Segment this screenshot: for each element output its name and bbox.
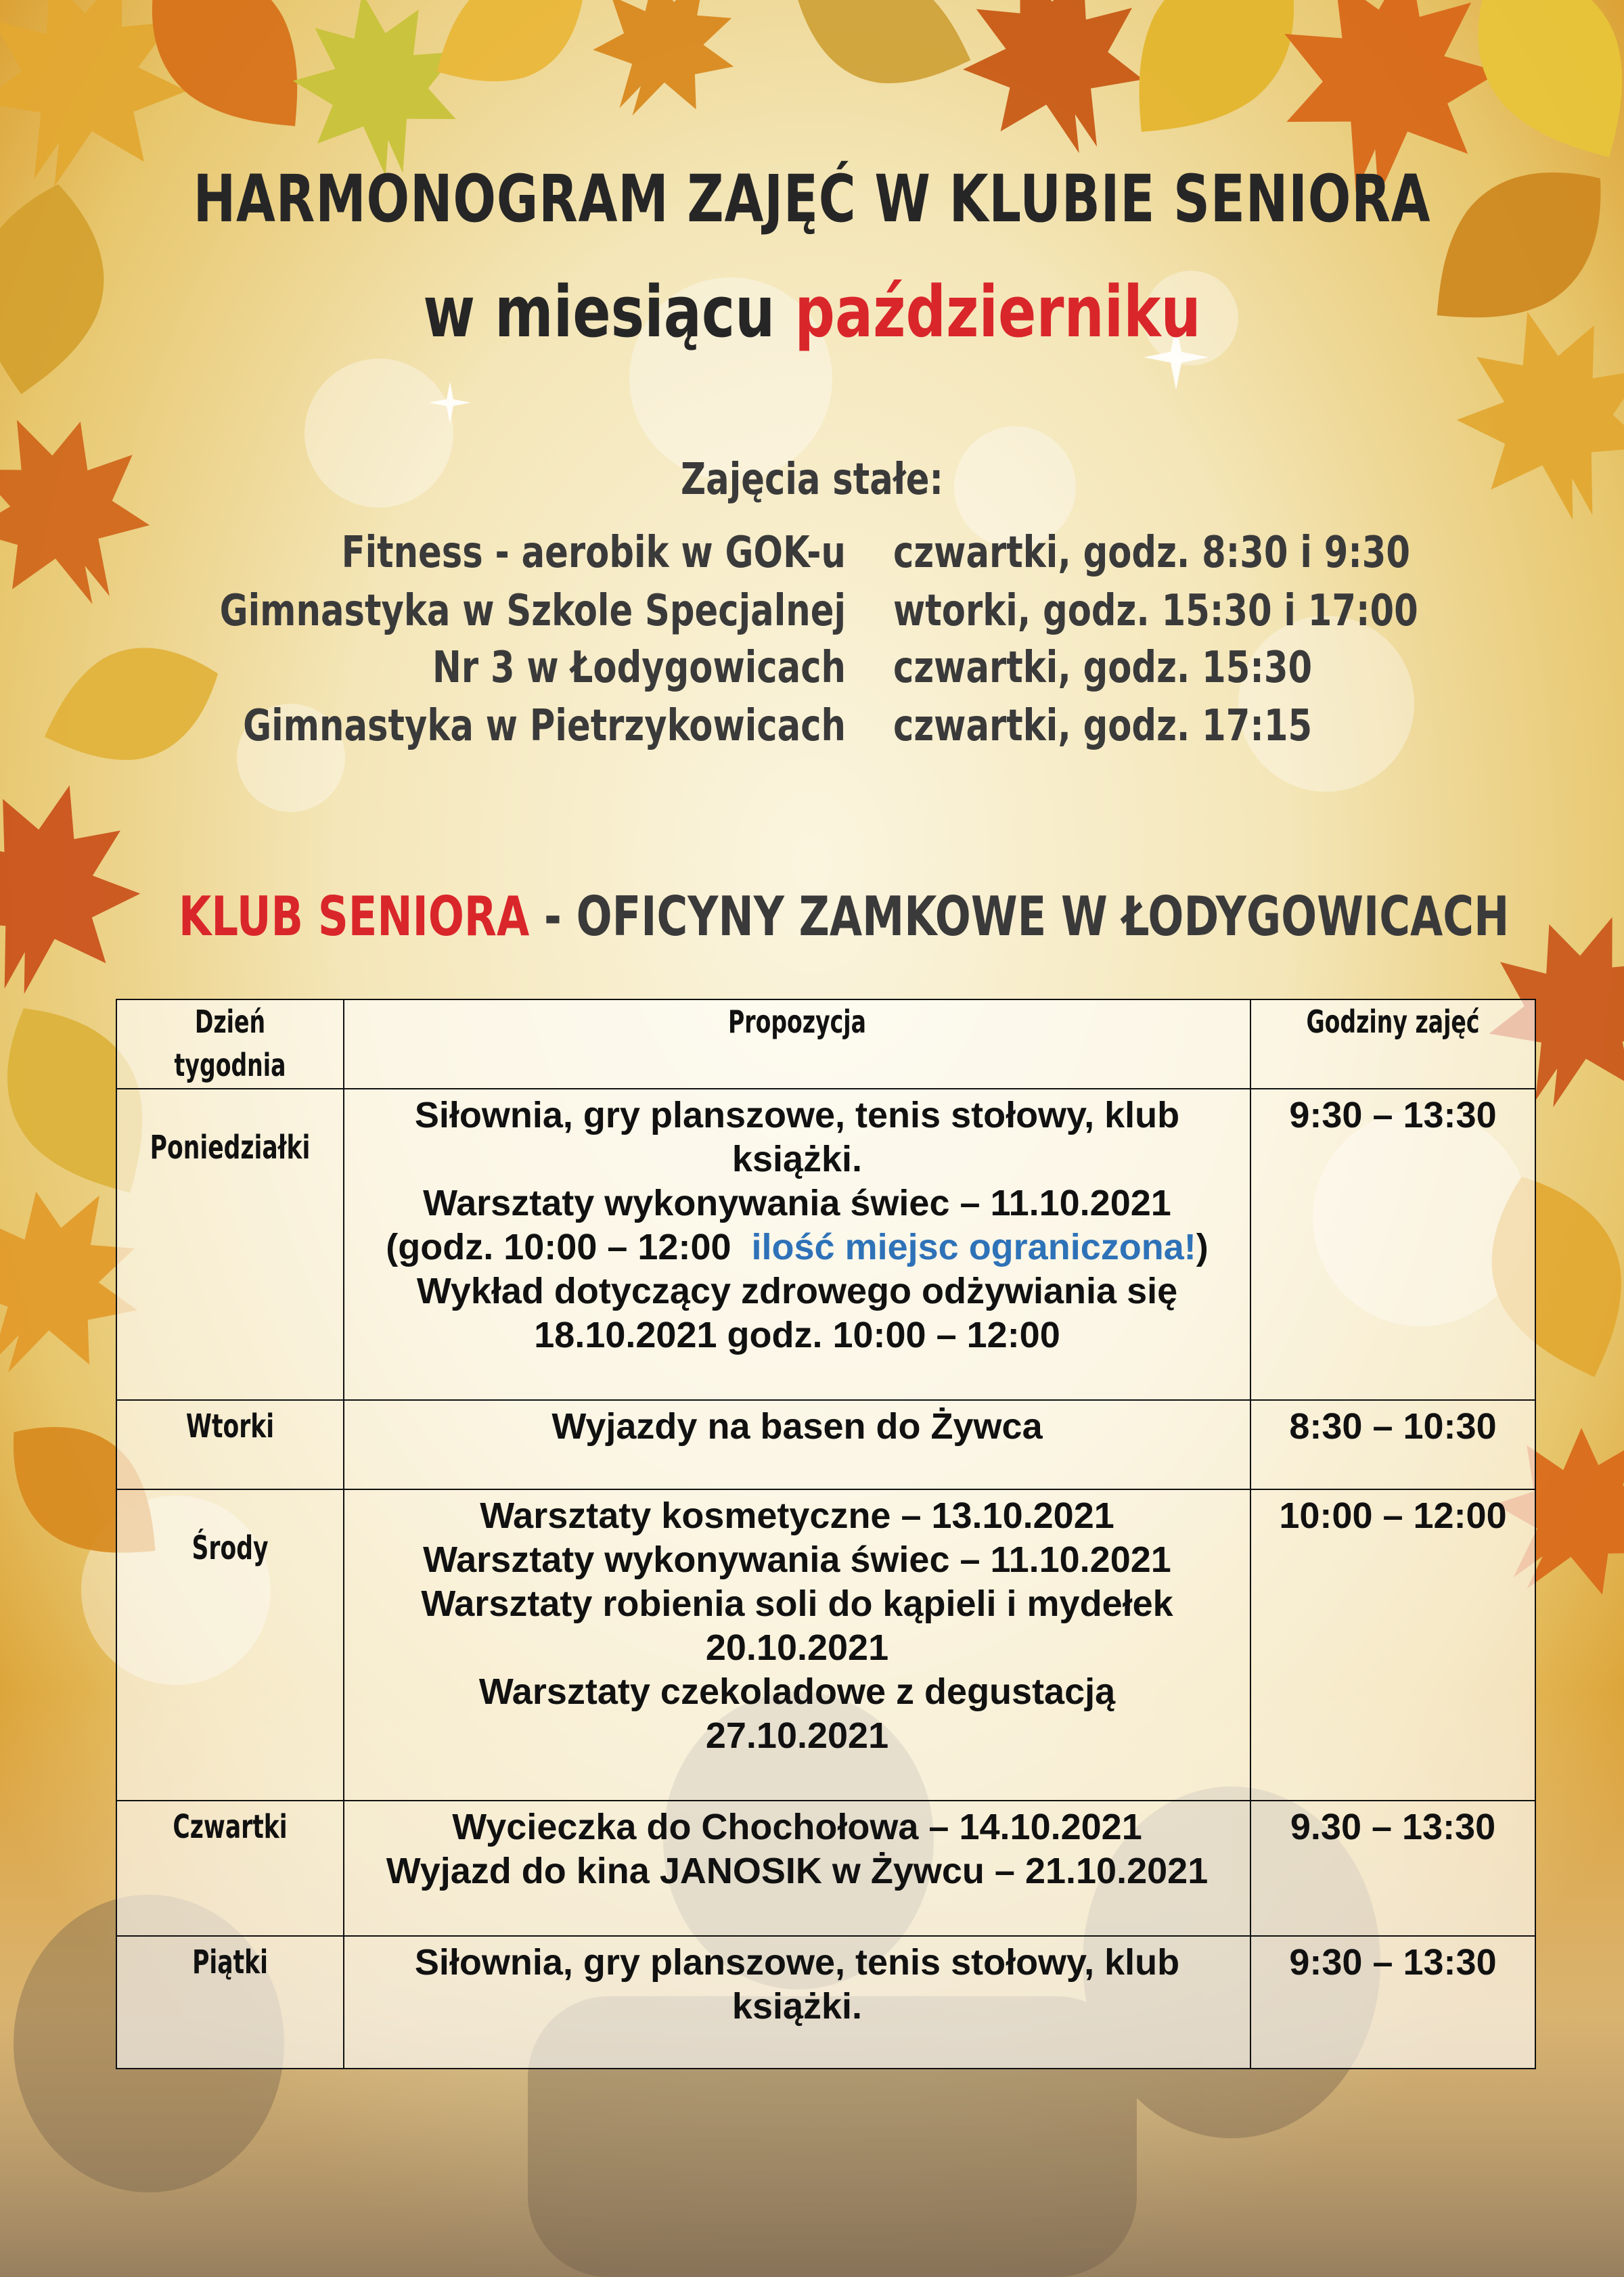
proposal-line: książki. bbox=[731, 1986, 863, 2027]
proposal-line: Wykład dotyczący zdrowego odżywiania się bbox=[416, 1271, 1178, 1311]
table-header-row bbox=[116, 999, 1535, 1089]
proposal-line: Siłownia, gry planszowe, tenis stołowy, klub bbox=[414, 1095, 1180, 1135]
proposal-line: 20.10.2021 bbox=[705, 1627, 889, 1668]
fixed-class-row bbox=[0, 643, 1624, 700]
table-row bbox=[116, 1489, 1535, 1801]
fixed-classes-heading: Zajęcia stałe: bbox=[681, 455, 943, 505]
proposal-line: Warsztaty wykonywania świec – 11.10.2021 bbox=[423, 1539, 1171, 1580]
proposal-line: Warsztaty wykonywania świec – 11.10.2021 bbox=[423, 1183, 1171, 1223]
header-hours: Godziny zajęć bbox=[1250, 999, 1535, 1089]
schedule-table bbox=[116, 999, 1536, 2069]
proposal-line: (godz. 10:00 – 12:00 ilość miejsc ograniczona!) bbox=[386, 1227, 1209, 1267]
table-row bbox=[116, 1936, 1535, 2069]
fixed-class-row bbox=[0, 701, 1624, 758]
hours-cell: 9:30 – 13:30 bbox=[1250, 1089, 1535, 1400]
proposal-cell bbox=[344, 1089, 1250, 1400]
hours-cell: 9.30 – 13:30 bbox=[1250, 1801, 1535, 1936]
proposal-cell bbox=[344, 1489, 1250, 1801]
club-heading bbox=[179, 885, 1510, 948]
table-row bbox=[116, 1801, 1535, 1936]
fixed-class-row bbox=[0, 586, 1624, 643]
day-cell: Środy bbox=[116, 1489, 344, 1801]
fixed-class-name: Fitness - aerobik w GOK-u bbox=[341, 528, 847, 578]
proposal-line: Wyjazdy na basen do Żywca bbox=[551, 1406, 1043, 1447]
fixed-class-time: wtorki, godz. 15:30 i 17:00 bbox=[893, 586, 1418, 636]
proposal-line: 27.10.2021 bbox=[705, 1715, 889, 1756]
subtitle-month: październiku bbox=[794, 271, 1201, 353]
proposal-cell bbox=[344, 1801, 1250, 1936]
fixed-class-row bbox=[0, 528, 1624, 585]
day-cell: Poniedziałki bbox=[116, 1089, 344, 1400]
hours-cell: 10:00 – 12:00 bbox=[1250, 1489, 1535, 1801]
header-day-line1: Dzień bbox=[194, 1004, 266, 1040]
limited-seats-note: ilość miejsc ograniczona! bbox=[751, 1227, 1196, 1267]
proposal-line: Warsztaty kosmetyczne – 13.10.2021 bbox=[480, 1495, 1114, 1536]
subtitle-prefix: w miesiącu bbox=[423, 271, 795, 353]
proposal-line: Warsztaty robienia soli do kąpieli i mydełek bbox=[421, 1583, 1173, 1624]
table-row bbox=[116, 1089, 1535, 1400]
day-cell: Wtorki bbox=[116, 1400, 344, 1489]
proposal-line: Warsztaty czekoladowe z degustacją bbox=[478, 1671, 1116, 1712]
table-row bbox=[116, 1400, 1535, 1489]
day-cell: Piątki bbox=[116, 1936, 344, 2069]
proposal-cell bbox=[344, 1936, 1250, 2069]
fixed-class-name: Gimnastyka w Szkole Specjalnej bbox=[219, 586, 847, 636]
hours-cell: 8:30 – 10:30 bbox=[1250, 1400, 1535, 1489]
day-cell: Czwartki bbox=[116, 1801, 344, 1936]
page-title: HARMONOGRAM ZAJĘĆ W KLUBIE SENIORA bbox=[193, 161, 1431, 237]
header-proposal: Propozycja bbox=[344, 999, 1250, 1089]
fixed-class-time: czwartki, godz. 15:30 bbox=[893, 643, 1313, 693]
fixed-class-name: Nr 3 w Łodygowicach bbox=[432, 643, 846, 693]
proposal-line: książki. bbox=[731, 1139, 863, 1179]
proposal-line: Wyjazd do kina JANOSIK w Żywcu – 21.10.2021 bbox=[386, 1851, 1209, 1891]
proposal-line: Siłownia, gry planszowe, tenis stołowy, klub bbox=[414, 1942, 1180, 1983]
proposal-line: 18.10.2021 godz. 10:00 – 12:00 bbox=[534, 1315, 1060, 1355]
hours-cell: 9:30 – 13:30 bbox=[1250, 1936, 1535, 2069]
fixed-class-name: Gimnastyka w Pietrzykowicach bbox=[243, 701, 847, 751]
fixed-class-time: czwartki, godz. 17:15 bbox=[893, 701, 1313, 751]
fixed-class-time: czwartki, godz. 8:30 i 9:30 bbox=[893, 528, 1411, 578]
club-heading-name: KLUB SENIORA bbox=[179, 885, 530, 948]
proposal-cell bbox=[344, 1400, 1250, 1489]
proposal-line: Wycieczka do Chochołowa – 14.10.2021 bbox=[452, 1807, 1142, 1847]
header-day-line2: tygodnia bbox=[174, 1047, 286, 1083]
page-subtitle bbox=[162, 271, 1462, 353]
header-day bbox=[116, 999, 344, 1089]
club-heading-location: - OFICYNY ZAMKOWE W ŁODYGOWICACH bbox=[529, 885, 1510, 948]
